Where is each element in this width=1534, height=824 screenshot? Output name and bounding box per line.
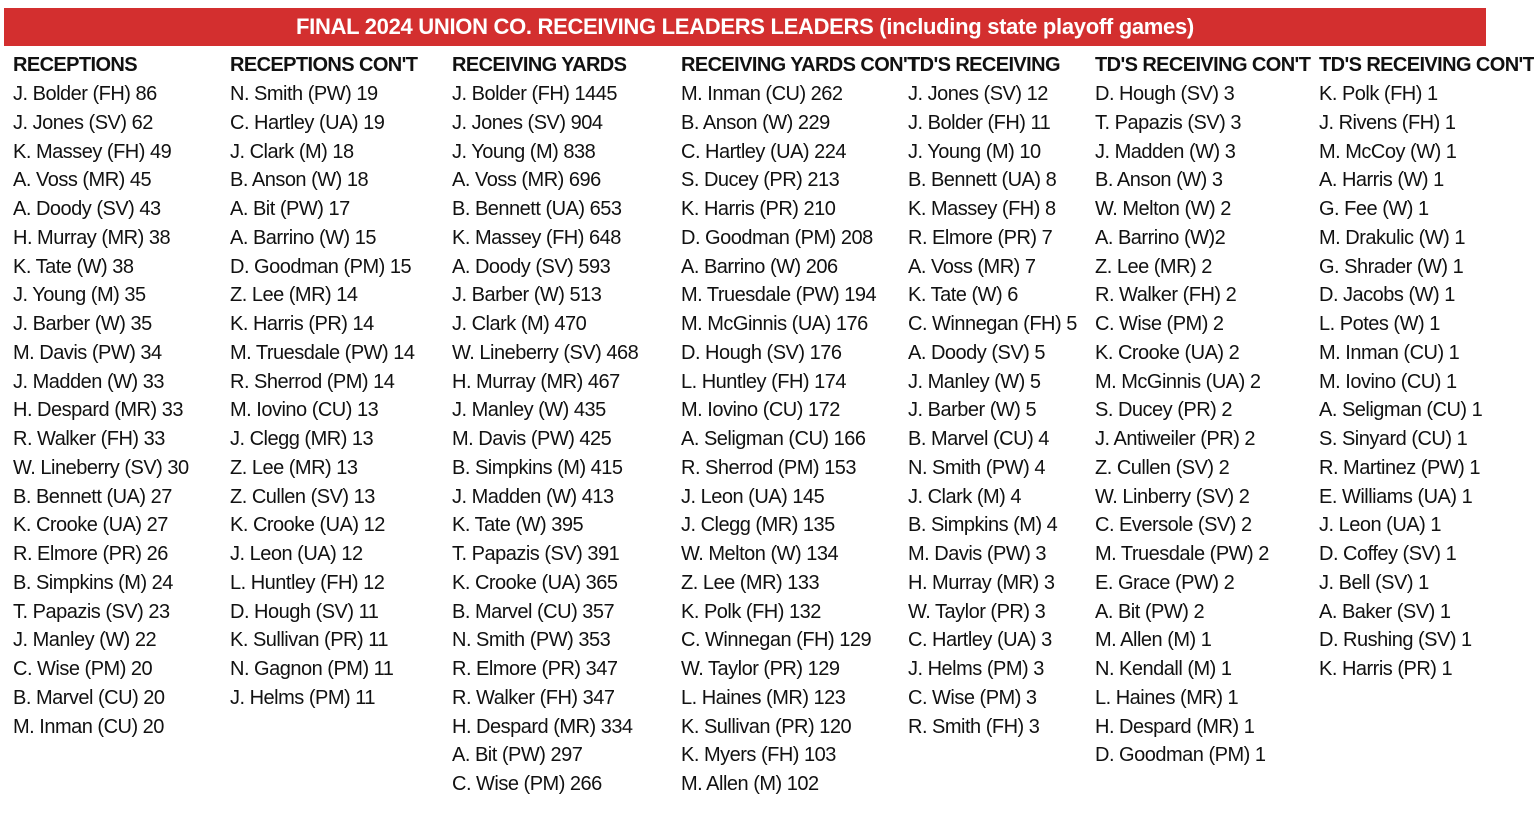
player-stat-entry: K. Tate (W) 395	[452, 514, 584, 537]
player-stat-entry: J. Helms (PM) 3	[908, 658, 1044, 680]
player-stat-entry: M. Davis (PW) 3	[908, 543, 1047, 565]
player-stat-entry: M. Inman (CU) 1	[1319, 341, 1460, 364]
player-stat-entry: J. Young (M) 838	[452, 140, 596, 163]
player-stat-entry: J. Jones (SV) 12	[908, 83, 1048, 105]
column-heading: TD'S RECEIVING CON'T	[1319, 54, 1534, 76]
player-stat-entry: K. Myers (FH) 103	[681, 744, 836, 767]
player-stat-entry: B. Simpkins (M) 24	[13, 571, 173, 594]
player-stat-entry: T. Papazis (SV) 23	[13, 600, 170, 623]
player-stat-entry: J. Rivens (FH) 1	[1319, 111, 1456, 134]
player-stat-entry: K. Crooke (UA) 365	[452, 571, 618, 594]
player-stat-entry: A. Barrino (W) 15	[230, 226, 376, 249]
stat-column	[1095, 52, 1310, 770]
player-stat-entry: W. Melton (W) 2	[1095, 198, 1231, 220]
player-stat-entry: M. Iovino (CU) 13	[230, 399, 379, 422]
player-stat-entry: C. Wise (PM) 266	[452, 773, 602, 795]
player-stat-entry: A. Bit (PW) 17	[230, 198, 350, 220]
player-stat-entry: A. Seligman (CU) 166	[681, 428, 866, 450]
player-stat-entry: M. Allen (M) 102	[681, 773, 819, 795]
player-stat-entry: A. Voss (MR) 45	[13, 169, 152, 192]
player-stat-entry: B. Anson (W) 18	[230, 169, 369, 192]
player-stat-entry: A. Doody (SV) 593	[452, 255, 611, 278]
player-stat-entry: D. Hough (SV) 3	[1095, 83, 1235, 105]
player-stat-entry: A. Bit (PW) 2	[1095, 600, 1205, 623]
player-stat-entry: M. McGinnis (UA) 176	[681, 313, 868, 335]
player-stat-entry: D. Goodman (PM) 1	[1095, 744, 1266, 767]
player-stat-entry: H. Murray (MR) 3	[908, 571, 1055, 594]
player-stat-entry: K. Tate (W) 6	[908, 284, 1018, 307]
player-stat-entry: B. Simpkins (M) 4	[908, 514, 1058, 537]
player-stat-entry: A. Barrino (W)2	[1095, 226, 1226, 249]
player-stat-entry: Z. Lee (MR) 133	[681, 571, 820, 594]
player-stat-entry: M. Truesdale (PW) 194	[681, 284, 877, 307]
player-stat-entry: J. Bolder (FH) 11	[908, 111, 1051, 134]
player-stat-entry: W. Taylor (PR) 3	[908, 600, 1046, 623]
player-stat-entry: M. Davis (PW) 34	[13, 341, 162, 364]
player-stat-entry: R. Walker (FH) 2	[1095, 284, 1237, 307]
stat-column	[13, 52, 189, 741]
stat-column	[452, 52, 638, 799]
player-stat-entry: Z. Cullen (SV) 2	[1095, 456, 1230, 479]
player-stat-entry: R. Walker (FH) 33	[13, 428, 165, 450]
player-stat-entry: R. Sherrod (PM) 14	[230, 370, 395, 393]
player-stat-entry: B. Bennett (UA) 8	[908, 169, 1057, 192]
player-stat-entry: K. Harris (PR) 210	[681, 198, 836, 220]
player-stat-entry: J. Clark (M) 18	[230, 140, 354, 163]
stat-column	[908, 52, 1077, 741]
player-stat-entry: R. Elmore (PR) 347	[452, 658, 618, 680]
player-stat-entry: J. Leon (UA) 145	[681, 485, 825, 508]
player-stat-entry: A. Doody (SV) 43	[13, 198, 161, 220]
player-stat-entry: D. Goodman (PM) 208	[681, 226, 873, 249]
player-stat-entry: A. Baker (SV) 1	[1319, 600, 1451, 623]
player-stat-entry: J. Clegg (MR) 13	[230, 428, 374, 450]
player-stat-entry: K. Harris (PR) 1	[1319, 658, 1453, 680]
player-stat-entry: J. Bell (SV) 1	[1319, 571, 1429, 594]
player-stat-entry: M. McCoy (W) 1	[1319, 140, 1457, 163]
player-stat-entry: J. Clark (M) 470	[452, 313, 587, 335]
player-stat-entry: C. Winnegan (FH) 5	[908, 313, 1077, 335]
player-stat-entry: K. Crooke (UA) 12	[230, 514, 385, 537]
player-stat-entry: M. Drakulic (W) 1	[1319, 226, 1465, 249]
column-heading: RECEPTIONS	[13, 54, 138, 76]
player-stat-entry: L. Haines (MR) 1	[1095, 686, 1239, 709]
player-stat-entry: J. Barber (W) 513	[452, 284, 602, 307]
stat-column	[681, 52, 919, 799]
player-stat-entry: M. Inman (CU) 262	[681, 83, 843, 105]
player-stat-entry: W. Melton (W) 134	[681, 543, 839, 565]
player-stat-entry: K. Sullivan (PR) 11	[230, 629, 388, 652]
page-title: FINAL 2024 UNION CO. RECEIVING LEADERS LEADERS (including state playoff games)	[296, 14, 1194, 39]
player-stat-entry: K. Crooke (UA) 2	[1095, 341, 1240, 364]
player-stat-entry: J. Jones (SV) 904	[452, 111, 603, 134]
player-stat-entry: R. Elmore (PR) 26	[13, 543, 168, 565]
player-stat-entry: K. Tate (W) 38	[13, 255, 134, 278]
player-stat-entry: N. Smith (PW) 19	[230, 83, 378, 105]
player-stat-entry: J. Young (M) 10	[908, 140, 1041, 163]
player-stat-entry: E. Grace (PW) 2	[1095, 571, 1235, 594]
player-stat-entry: J. Manley (W) 435	[452, 399, 606, 422]
player-stat-entry: W. Linberry (SV) 2	[1095, 485, 1250, 508]
player-stat-entry: A. Bit (PW) 297	[452, 744, 583, 767]
player-stat-entry: C. Hartley (UA) 19	[230, 111, 385, 134]
column-heading: RECEIVING YARDS	[452, 54, 627, 76]
player-stat-entry: C. Winnegan (FH) 129	[681, 629, 872, 652]
player-stat-entry: M. Iovino (CU) 1	[1319, 370, 1457, 393]
player-stat-entry: H. Murray (MR) 38	[13, 226, 171, 249]
player-stat-entry: L. Huntley (FH) 174	[681, 370, 847, 393]
player-stat-entry: J. Leon (UA) 1	[1319, 514, 1441, 537]
player-stat-entry: J. Manley (W) 22	[13, 629, 157, 652]
player-stat-entry: D. Goodman (PM) 15	[230, 255, 412, 278]
player-stat-entry: Z. Lee (MR) 14	[230, 284, 358, 307]
player-stat-entry: D. Hough (SV) 11	[230, 600, 379, 623]
player-stat-entry: H. Despard (MR) 334	[452, 715, 633, 738]
player-stat-entry: R. Sherrod (PM) 153	[681, 456, 857, 479]
player-stat-entry: M. Truesdale (PW) 2	[1095, 543, 1269, 565]
player-stat-entry: A. Doody (SV) 5	[908, 341, 1046, 364]
player-stat-entry: C. Hartley (UA) 224	[681, 140, 846, 163]
player-stat-entry: M. McGinnis (UA) 2	[1095, 370, 1261, 393]
player-stat-entry: C. Wise (PM) 2	[1095, 313, 1224, 335]
player-stat-entry: J. Helms (PM) 11	[230, 686, 375, 709]
player-stat-entry: Z. Lee (MR) 2	[1095, 255, 1212, 278]
player-stat-entry: B. Anson (W) 3	[1095, 169, 1223, 192]
player-stat-entry: C. Wise (PM) 3	[908, 686, 1037, 709]
player-stat-entry: H. Despard (MR) 1	[1095, 715, 1255, 738]
player-stat-entry: J. Jones (SV) 62	[13, 111, 153, 134]
player-stat-entry: B. Marvel (CU) 357	[452, 600, 615, 623]
player-stat-entry: J. Bolder (FH) 1445	[452, 83, 618, 105]
player-stat-entry: D. Hough (SV) 176	[681, 341, 842, 364]
player-stat-entry: J. Madden (W) 413	[452, 485, 614, 508]
player-stat-entry: M. Iovino (CU) 172	[681, 399, 840, 422]
player-stat-entry: L. Haines (MR) 123	[681, 686, 846, 709]
player-stat-entry: T. Papazis (SV) 391	[452, 543, 620, 565]
player-stat-entry: B. Simpkins (M) 415	[452, 456, 623, 479]
player-stat-entry: W. Lineberry (SV) 30	[13, 456, 189, 479]
player-stat-entry: K. Polk (FH) 1	[1319, 83, 1438, 105]
player-stat-entry: K. Polk (FH) 132	[681, 600, 821, 623]
player-stat-entry: D. Coffey (SV) 1	[1319, 543, 1457, 565]
player-stat-entry: M. Truesdale (PW) 14	[230, 341, 415, 364]
column-heading: RECEPTIONS CON'T	[230, 54, 418, 76]
player-stat-entry: J. Young (M) 35	[13, 284, 146, 307]
player-stat-entry: A. Voss (MR) 7	[908, 255, 1036, 278]
player-stat-entry: N. Kendall (M) 1	[1095, 658, 1232, 680]
player-stat-entry: N. Gagnon (PM) 11	[230, 658, 394, 680]
player-stat-entry: W. Lineberry (SV) 468	[452, 341, 639, 364]
player-stat-entry: R. Martinez (PW) 1	[1319, 456, 1481, 479]
player-stat-entry: B. Marvel (CU) 4	[908, 428, 1049, 450]
player-stat-entry: N. Smith (PW) 4	[908, 456, 1045, 479]
player-stat-entry: A. Voss (MR) 696	[452, 169, 601, 192]
player-stat-entry: J. Leon (UA) 12	[230, 543, 363, 565]
player-stat-entry: R. Elmore (PR) 7	[908, 226, 1053, 249]
player-stat-entry: S. Sinyard (CU) 1	[1319, 428, 1468, 450]
player-stat-entry: T. Papazis (SV) 3	[1095, 111, 1242, 134]
player-stat-entry: H. Despard (MR) 33	[13, 399, 183, 422]
player-stat-entry: J. Clark (M) 4	[908, 485, 1021, 508]
player-stat-entry: A. Seligman (CU) 1	[1319, 399, 1483, 422]
player-stat-entry: N. Smith (PW) 353	[452, 629, 611, 652]
player-stat-entry: J. Barber (W) 5	[908, 399, 1037, 422]
player-stat-entry: S. Ducey (PR) 213	[681, 169, 840, 192]
player-stat-entry: D. Jacobs (W) 1	[1319, 284, 1455, 307]
player-stat-entry: B. Bennett (UA) 653	[452, 198, 622, 220]
player-stat-entry: Z. Cullen (SV) 13	[230, 485, 375, 508]
column-heading: TD'S RECEIVING	[908, 54, 1060, 76]
player-stat-entry: W. Taylor (PR) 129	[681, 658, 840, 680]
player-stat-entry: H. Murray (MR) 467	[452, 370, 620, 393]
player-stat-entry: D. Rushing (SV) 1	[1319, 629, 1472, 652]
player-stat-entry: R. Walker (FH) 347	[452, 686, 615, 709]
title-banner	[4, 8, 1486, 46]
player-stat-entry: K. Massey (FH) 8	[908, 198, 1056, 220]
player-stat-entry: K. Massey (FH) 648	[452, 226, 621, 249]
player-stat-entry: C. Wise (PM) 20	[13, 658, 153, 680]
player-stat-entry: B. Bennett (UA) 27	[13, 485, 172, 508]
player-stat-entry: J. Madden (W) 3	[1095, 140, 1236, 163]
player-stat-entry: C. Eversole (SV) 2	[1095, 514, 1252, 537]
player-stat-entry: G. Fee (W) 1	[1319, 198, 1429, 220]
player-stat-entry: M. Davis (PW) 425	[452, 428, 612, 450]
player-stat-entry: J. Manley (W) 5	[908, 370, 1041, 393]
player-stat-entry: R. Smith (FH) 3	[908, 715, 1040, 738]
player-stat-entry: E. Williams (UA) 1	[1319, 485, 1473, 508]
player-stat-entry: S. Ducey (PR) 2	[1095, 399, 1232, 422]
player-stat-entry: K. Crooke (UA) 27	[13, 514, 168, 537]
column-heading: TD'S RECEIVING CON'T	[1095, 54, 1311, 76]
column-heading: RECEIVING YARDS CON'T	[681, 54, 919, 76]
player-stat-entry: L. Huntley (FH) 12	[230, 571, 385, 594]
player-stat-entry: B. Marvel (CU) 20	[13, 686, 165, 709]
player-stat-entry: K. Massey (FH) 49	[13, 140, 172, 163]
player-stat-entry: K. Harris (PR) 14	[230, 313, 374, 335]
player-stat-entry: M. Inman (CU) 20	[13, 715, 164, 738]
player-stat-entry: K. Sullivan (PR) 120	[681, 715, 852, 738]
player-stat-entry: J. Antiweiler (PR) 2	[1095, 428, 1256, 450]
player-stat-entry: C. Hartley (UA) 3	[908, 629, 1052, 652]
stat-column	[1319, 52, 1534, 684]
player-stat-entry: J. Bolder (FH) 86	[13, 83, 157, 105]
player-stat-entry: Z. Lee (MR) 13	[230, 456, 358, 479]
player-stat-entry: B. Anson (W) 229	[681, 111, 830, 134]
stat-column	[230, 52, 417, 713]
player-stat-entry: M. Allen (M) 1	[1095, 629, 1212, 652]
player-stat-entry: A. Harris (W) 1	[1319, 169, 1444, 192]
player-stat-entry: J. Madden (W) 33	[13, 370, 164, 393]
player-stat-entry: J. Barber (W) 35	[13, 313, 152, 335]
player-stat-entry: A. Barrino (W) 206	[681, 255, 838, 278]
player-stat-entry: L. Potes (W) 1	[1319, 313, 1440, 335]
player-stat-entry: G. Shrader (W) 1	[1319, 255, 1464, 278]
player-stat-entry: J. Clegg (MR) 135	[681, 514, 835, 537]
